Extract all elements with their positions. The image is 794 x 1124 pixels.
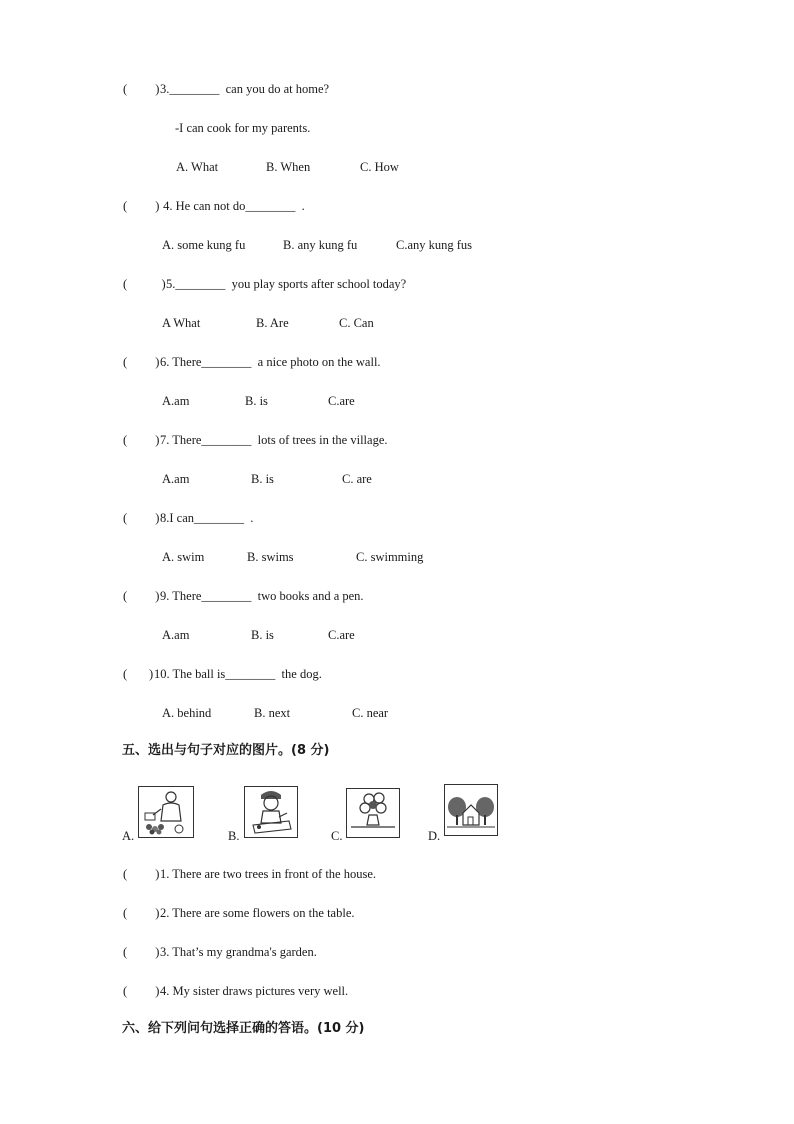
question-number: 4. He can not do <box>160 199 246 213</box>
question-number: 5. <box>166 277 176 291</box>
option-b[interactable]: B. Are <box>256 316 289 330</box>
question-number: 7. There <box>160 433 202 447</box>
option-b[interactable]: B. is <box>251 628 274 642</box>
answer-paren[interactable]: ( ) <box>123 199 160 213</box>
question-stem <box>160 198 305 214</box>
option-a[interactable]: A. swim <box>162 550 205 564</box>
picture-label-b: B. <box>228 829 240 843</box>
question-stem <box>166 276 406 292</box>
option-c[interactable]: C.any kung fus <box>396 238 473 252</box>
question-stem <box>154 666 322 682</box>
answer-blank[interactable]: ________ <box>201 433 252 447</box>
question-stem <box>160 588 364 604</box>
flowers-vase-icon[interactable] <box>346 788 400 838</box>
house-trees-icon[interactable] <box>444 784 498 836</box>
option-b[interactable]: B. is <box>251 472 274 486</box>
answer-blank[interactable]: ________ <box>169 82 220 96</box>
sentence-1: 1. There are two trees in front of the house. <box>160 867 377 881</box>
question-subline: -I can cook for my parents. <box>175 121 311 135</box>
answer-paren[interactable]: ( ) <box>123 511 160 525</box>
question-text: a nice photo on the wall. <box>251 355 381 369</box>
answer-paren[interactable]: ( ) <box>123 945 160 959</box>
picture-label-a: A. <box>122 829 135 843</box>
option-a[interactable]: A. What <box>176 160 219 174</box>
question-text: lots of trees in the village. <box>251 433 388 447</box>
answer-paren[interactable]: ( ) <box>123 906 160 920</box>
question-text: . <box>244 511 254 525</box>
answer-paren[interactable]: ( ) <box>123 433 160 447</box>
section-5-title: 五、选出与句子对应的图片。(8 分) <box>122 743 330 758</box>
answer-paren[interactable]: ( ) <box>123 277 166 291</box>
answer-paren[interactable]: ( ) <box>123 589 160 603</box>
answer-paren[interactable]: ( ) <box>123 984 160 998</box>
option-a[interactable]: A. some kung fu <box>162 238 246 252</box>
answer-paren[interactable]: ( ) <box>123 82 160 96</box>
question-text: you play sports after school today? <box>225 277 407 291</box>
option-a[interactable]: A What <box>162 316 201 330</box>
sentence-2: 2. There are some flowers on the table. <box>160 906 355 920</box>
answer-paren[interactable]: ( ) <box>123 355 160 369</box>
option-a[interactable]: A.am <box>162 394 190 408</box>
girl-drawing-icon[interactable] <box>244 786 298 838</box>
option-c[interactable]: C.are <box>328 394 355 408</box>
question-number: 8.I can <box>160 511 195 525</box>
question-text: the dog. <box>275 667 322 681</box>
question-text: two books and a pen. <box>251 589 364 603</box>
question-number: 6. There <box>160 355 202 369</box>
option-c[interactable]: C. near <box>352 706 389 720</box>
answer-blank[interactable]: ________ <box>201 355 252 369</box>
grandma-gardening-icon[interactable] <box>138 786 194 838</box>
question-stem <box>160 354 381 370</box>
option-b[interactable]: B. swims <box>247 550 294 564</box>
option-a[interactable]: A.am <box>162 628 190 642</box>
question-text: can you do at home? <box>219 82 330 96</box>
picture-label-c: C. <box>331 829 343 843</box>
answer-paren[interactable]: ( ) <box>123 867 160 881</box>
option-b[interactable]: B. next <box>254 706 291 720</box>
section-6-title: 六、给下列问句选择正确的答语。(10 分) <box>122 1021 365 1036</box>
answer-blank[interactable]: ________ <box>201 589 252 603</box>
option-c[interactable]: C.are <box>328 628 355 642</box>
option-b[interactable]: B. When <box>266 160 311 174</box>
answer-blank[interactable]: ________ <box>225 667 276 681</box>
answer-blank[interactable]: ________ <box>194 511 245 525</box>
answer-blank[interactable]: ________ <box>175 277 226 291</box>
question-number: 3. <box>160 82 170 96</box>
sentence-3: 3. That’s my grandma's garden. <box>160 945 317 959</box>
option-a[interactable]: A. behind <box>162 706 212 720</box>
option-a[interactable]: A.am <box>162 472 190 486</box>
question-number: 10. The ball is <box>154 667 226 681</box>
question-stem <box>160 81 329 97</box>
picture-label-d: D. <box>428 829 441 843</box>
answer-paren[interactable]: ( ) <box>123 667 154 681</box>
option-c[interactable]: C. swimming <box>356 550 424 564</box>
answer-blank[interactable]: ________ <box>245 199 296 213</box>
question-number: 9. There <box>160 589 202 603</box>
question-text: . <box>295 199 305 213</box>
option-b[interactable]: B. any kung fu <box>283 238 358 252</box>
option-c[interactable]: C. How <box>360 160 399 174</box>
question-stem <box>160 510 253 526</box>
sentence-4: 4. My sister draws pictures very well. <box>160 984 349 998</box>
option-c[interactable]: C. Can <box>339 316 374 330</box>
question-stem <box>160 432 388 448</box>
option-c[interactable]: C. are <box>342 472 372 486</box>
option-b[interactable]: B. is <box>245 394 268 408</box>
